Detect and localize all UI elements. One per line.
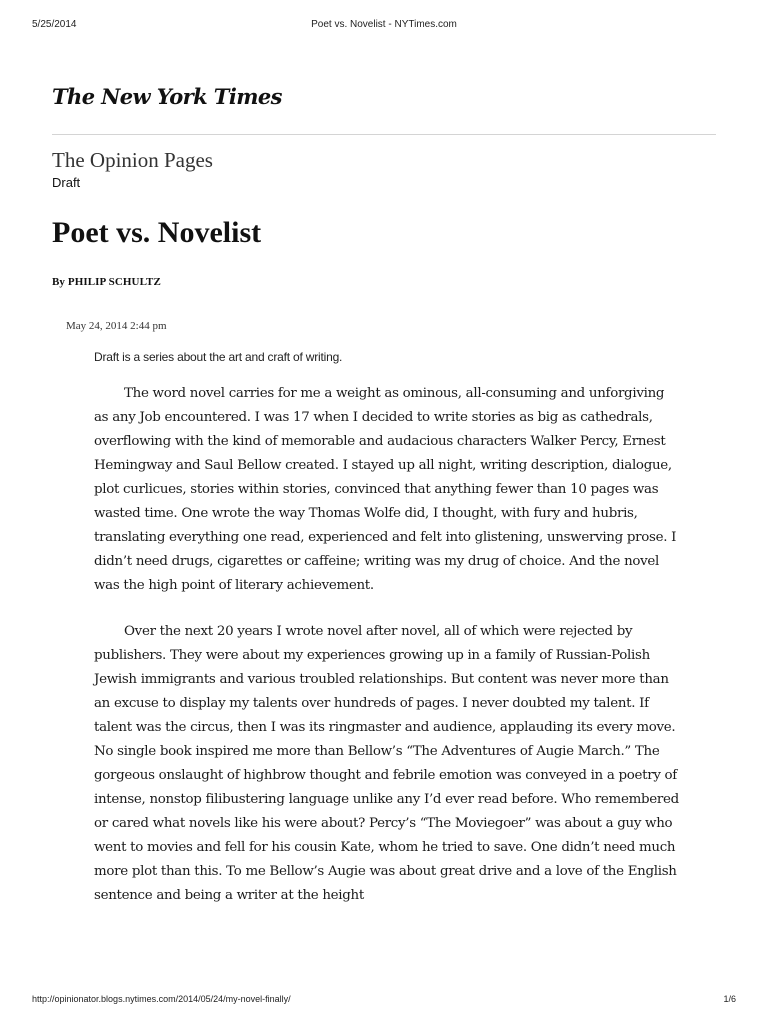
print-date: 5/25/2014 <box>32 19 77 30</box>
series-intro: Draft is a series about the art and craft of writing. <box>94 350 343 364</box>
article-headline: Poet vs. Novelist <box>52 216 262 249</box>
series-kicker[interactable]: Draft <box>52 175 81 190</box>
print-footer <box>32 994 736 1008</box>
print-url: http://opinionator.blogs.nytimes.com/2014/05/24/my-novel-finally/ <box>32 994 291 1004</box>
article-paragraph: Over the next 20 years I wrote novel after novel, all of which were rejected by publishers. They were about my experiences growing up in a family of Russian-Polish Jewish immigrants and various troubled relationships. But content was never more than an excuse to display my talents over hundreds of pages. I never doubted my talent. If talent was the circus, then I was its ringmaster and audience, applauding its every move. No single book inspired me more than Bellow’s “The Adventures of Augie March.” The gorgeous onslaught of highbrow thought and febrile emotion was conveyed in a poetry of intense, nonstop filibustering language unlike any I’d ever read before. Who remembered or cared what novels like his were about? Percy’s “The Moviegoer” was about a guy who went to movies and fell for his cousin Kate, whom he tried to save. One didn’t need much more plot than this. To me Bellow’s Augie was about great drive and a love of the English sentence and being a writer at the height <box>94 624 679 903</box>
section-title[interactable]: The Opinion Pages <box>52 148 213 172</box>
nyt-logo[interactable]: The New York Times <box>52 84 282 109</box>
masthead-divider <box>52 134 716 135</box>
article-byline: By PHILIP SCHULTZ <box>52 276 161 288</box>
print-header <box>32 19 736 33</box>
article-paragraph: The word novel carries for me a weight as ominous, all-consuming and unforgiving as any Job encountered. I was 17 when I decided to write stories as big as cathedrals, overflowing with the kind of memorable and audacious characters Walker Percy, Ernest Hemingway and Saul Bellow created. I stayed up all night, writing description, dialogue, plot curlicues, stories within stories, convinced that anything fewer than 10 pages was wasted time. One wrote the way Thomas Wolfe did, I thought, with fury and hubris, translating everything one read, experienced and felt into glistening, unswerving prose. I didn’t need drugs, cigarettes or caffeine; writing was my drug of choice. And the novel was the high point of literary achievement. <box>94 386 677 593</box>
page-number: 1/6 <box>723 994 736 1004</box>
article-body <box>94 350 680 930</box>
article-dateline: May 24, 2014 2:44 pm <box>66 320 167 332</box>
print-page-title: Poet vs. Novelist - NYTimes.com <box>311 19 457 30</box>
